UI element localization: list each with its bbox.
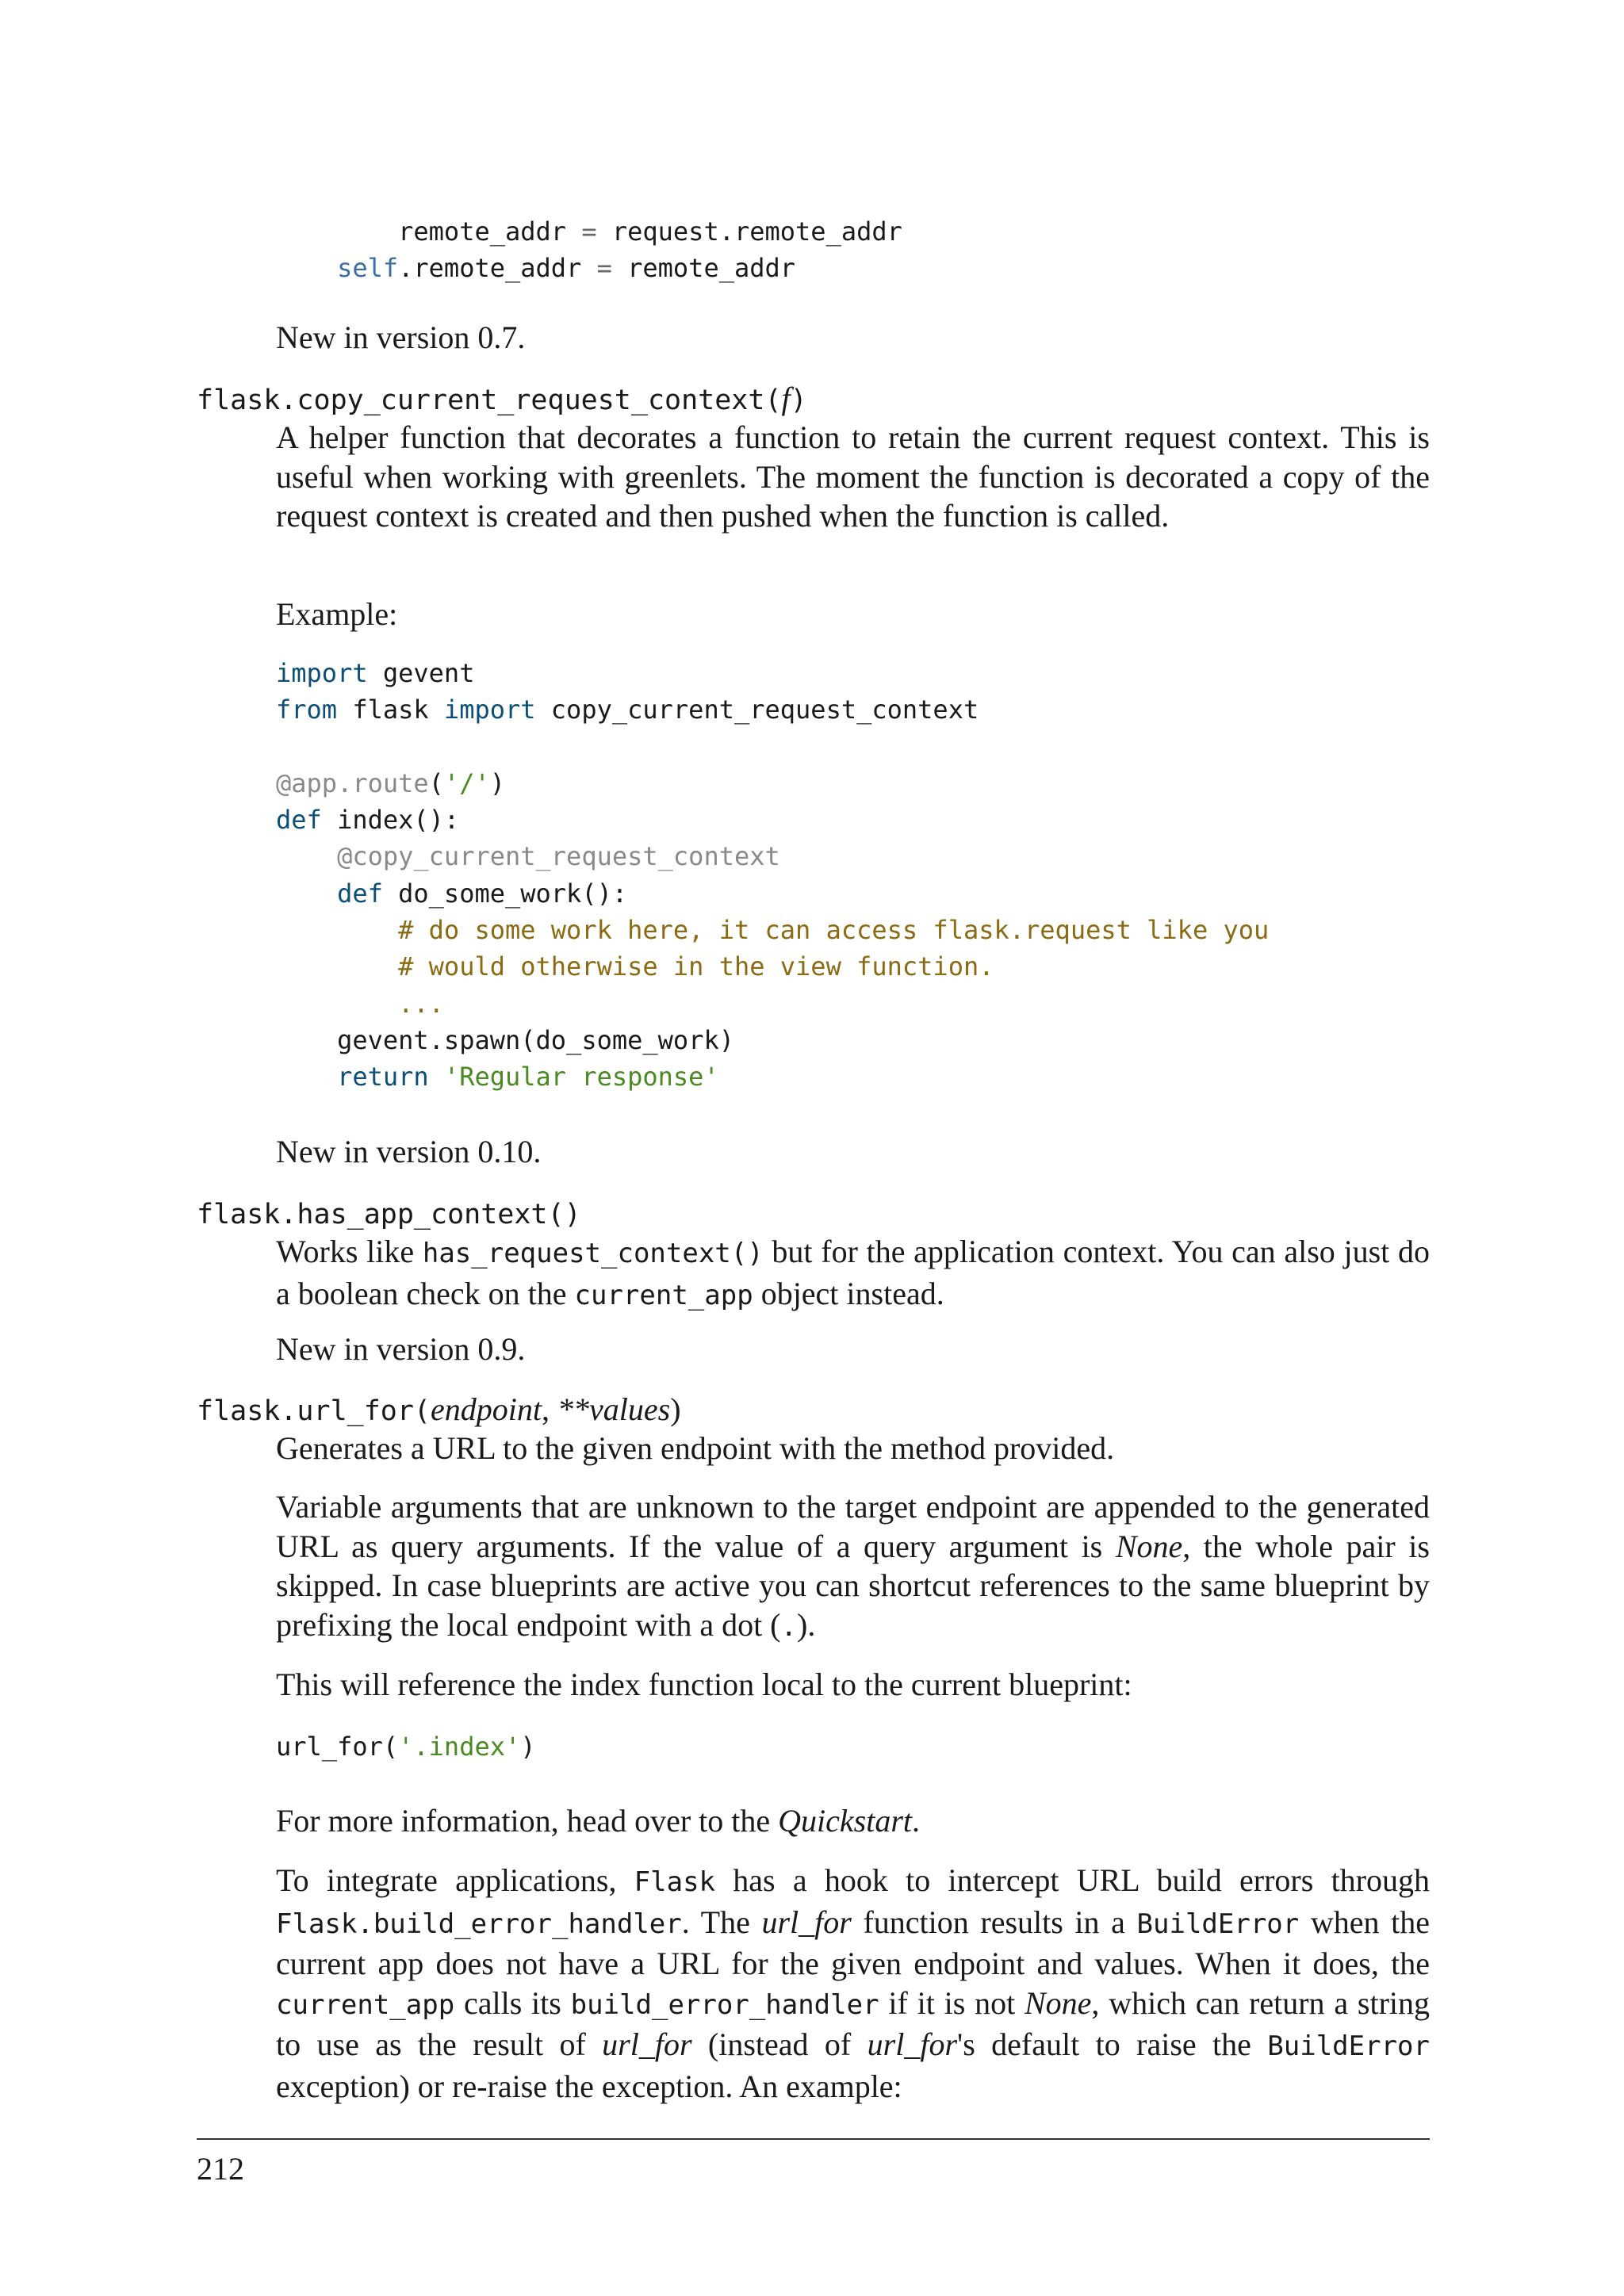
code-keyword: from <box>276 695 338 725</box>
text-run: Variable arguments that are unknown to the target endpoint are appended to the generated URL as query arguments. If the value of a query argument is <box>276 1489 1430 1564</box>
url-for-variable-arguments <box>276 1487 1430 1647</box>
emphasis: None <box>1024 1984 1092 2021</box>
inline-code: build_error_handler <box>570 1988 879 2021</box>
function-arg: f <box>781 381 791 416</box>
code-token: flask <box>337 695 444 725</box>
inline-code: Flask <box>634 1866 716 1898</box>
text-run: , the whole pair is skipped. In case blueprints are active you can shortcut references to the same blueprint by prefixing the local endpoint with a dot ( <box>276 1528 1430 1643</box>
code-token: copy_current_request_context <box>535 695 979 725</box>
text-run: when the current app does not have a URL for the given endpoint and values. When it does, the <box>276 1904 1431 1982</box>
url-for-more-info <box>276 1801 1430 1841</box>
inline-code: has_request_context() <box>422 1238 764 1269</box>
text-run: . The <box>681 1904 762 1940</box>
inline-code: Flask.build_error_handler <box>276 1908 682 1940</box>
function-arg-endpoint: endpoint <box>431 1391 542 1427</box>
inline-code: . <box>780 1610 797 1643</box>
code-indent <box>276 841 337 871</box>
code-indent <box>276 1062 337 1092</box>
text-run: if it is not <box>879 1984 1025 2021</box>
code-token: ) <box>489 767 505 798</box>
code-indent <box>276 878 337 909</box>
quickstart-link[interactable]: Quickstart <box>778 1803 913 1839</box>
code-string: '/' <box>443 767 490 798</box>
code-block-copy-context-example <box>276 655 1269 1096</box>
signature-has-app-context <box>197 1193 581 1234</box>
text-run: . <box>912 1803 921 1839</box>
code-keyword: def <box>276 805 322 836</box>
code-token: ) <box>520 1732 536 1762</box>
text-run: Works like <box>276 1234 423 1269</box>
code-token: url_for( <box>276 1732 399 1762</box>
function-name: flask.url_for( <box>197 1395 431 1427</box>
function-name: flask.copy_current_request_context( <box>197 385 782 416</box>
text-run: exception) or re-raise the exception. An example: <box>276 2068 902 2104</box>
code-indent <box>276 216 398 247</box>
code-indent <box>276 915 398 945</box>
code-indent <box>276 989 398 1019</box>
code-decorator: @copy_current_request_context <box>337 841 780 872</box>
function-name: flask.has_app_context() <box>197 1199 581 1230</box>
text-run: To integrate applications, <box>276 1862 634 1898</box>
function-arg-values: **values <box>557 1391 671 1427</box>
text-run: object instead. <box>753 1275 944 1311</box>
code-keyword: import <box>443 695 536 725</box>
code-token: gevent <box>367 658 475 688</box>
code-self-keyword: self <box>337 253 399 284</box>
function-arg-separator: , <box>542 1391 557 1427</box>
inline-code: BuildError <box>1267 2030 1430 2063</box>
text-run: calls its <box>454 1984 571 2021</box>
text-run: has a hook to intercept URL build errors through <box>715 1862 1430 1898</box>
code-string: 'Regular response' <box>443 1062 719 1093</box>
text-run: 's default to raise the <box>957 2026 1268 2063</box>
version-note-0-9: New in version 0.9. <box>276 1331 526 1367</box>
code-token: do_some_work(): <box>382 878 628 909</box>
text-run: function results in a <box>851 1904 1137 1940</box>
code-token: index(): <box>321 805 460 836</box>
code-indent <box>276 951 398 982</box>
version-note-0-10: New in version 0.10. <box>276 1134 542 1169</box>
emphasis: url_for <box>761 1904 852 1940</box>
signature-url-for <box>197 1390 681 1431</box>
code-indent <box>276 1025 337 1055</box>
footer-divider <box>197 2138 1430 2140</box>
signature-copy-current-request-context <box>197 379 807 420</box>
code-token: remote_addr <box>627 253 796 284</box>
page-number: 212 <box>197 2151 244 2187</box>
emphasis: None <box>1115 1528 1183 1564</box>
code-string: '.index' <box>398 1732 521 1762</box>
inline-code: BuildError <box>1136 1908 1300 1940</box>
code-token: request.remote_addr <box>611 216 902 247</box>
code-operator: = <box>581 253 628 284</box>
code-token: .remote_addr <box>398 253 582 284</box>
emphasis: url_for <box>602 2026 692 2063</box>
function-close-paren: ) <box>790 385 807 416</box>
function-close-paren: ) <box>670 1391 681 1427</box>
code-keyword: return <box>337 1062 429 1093</box>
code-comment: # do some work here, it can access flask.request like you <box>398 915 1270 946</box>
code-token: gevent.spawn(do_some_work) <box>337 1024 734 1055</box>
code-comment: # would otherwise in the view function. <box>398 951 994 982</box>
code-decorator: @app.route <box>276 767 429 798</box>
code-indent <box>276 253 337 283</box>
inline-code: current_app <box>276 1988 455 2021</box>
code-block-url-for-example <box>276 1728 536 1765</box>
text-run: (instead of <box>691 2026 868 2063</box>
text-run: For more information, head over to the <box>276 1803 779 1839</box>
url-for-build-error-paragraph <box>276 1861 1430 2107</box>
url-for-blueprint-note: This will reference the index function local to the current blueprint: <box>276 1667 1132 1702</box>
code-token <box>429 1062 444 1092</box>
text-run: but for the application context. You can also just do a boolean check on the <box>276 1234 1431 1311</box>
text-run: ). <box>797 1606 816 1643</box>
code-block-remote-addr <box>276 213 902 287</box>
copy-context-description: A helper function that decorates a function to retain the current request context. This is useful when working with greenlets. The moment the function is decorated a copy of the request context is created and then pushed when the function is called. <box>276 419 1430 534</box>
inline-code: current_app <box>574 1279 753 1311</box>
code-token: remote_addr <box>398 216 567 247</box>
has-app-context-description <box>276 1232 1430 1315</box>
code-operator: = <box>566 216 612 247</box>
code-keyword: import <box>276 658 368 688</box>
version-note-0-7: New in version 0.7. <box>276 320 526 355</box>
url-for-summary: Generates a URL to the given endpoint with the method provided. <box>276 1430 1115 1466</box>
text-run: , which can return a string to use as the result of <box>276 1984 1431 2063</box>
emphasis: url_for <box>867 2026 958 2063</box>
code-keyword: def <box>337 878 383 909</box>
example-label: Example: <box>276 596 398 632</box>
code-token: ( <box>428 767 444 798</box>
code-ellipsis: ... <box>398 988 444 1019</box>
